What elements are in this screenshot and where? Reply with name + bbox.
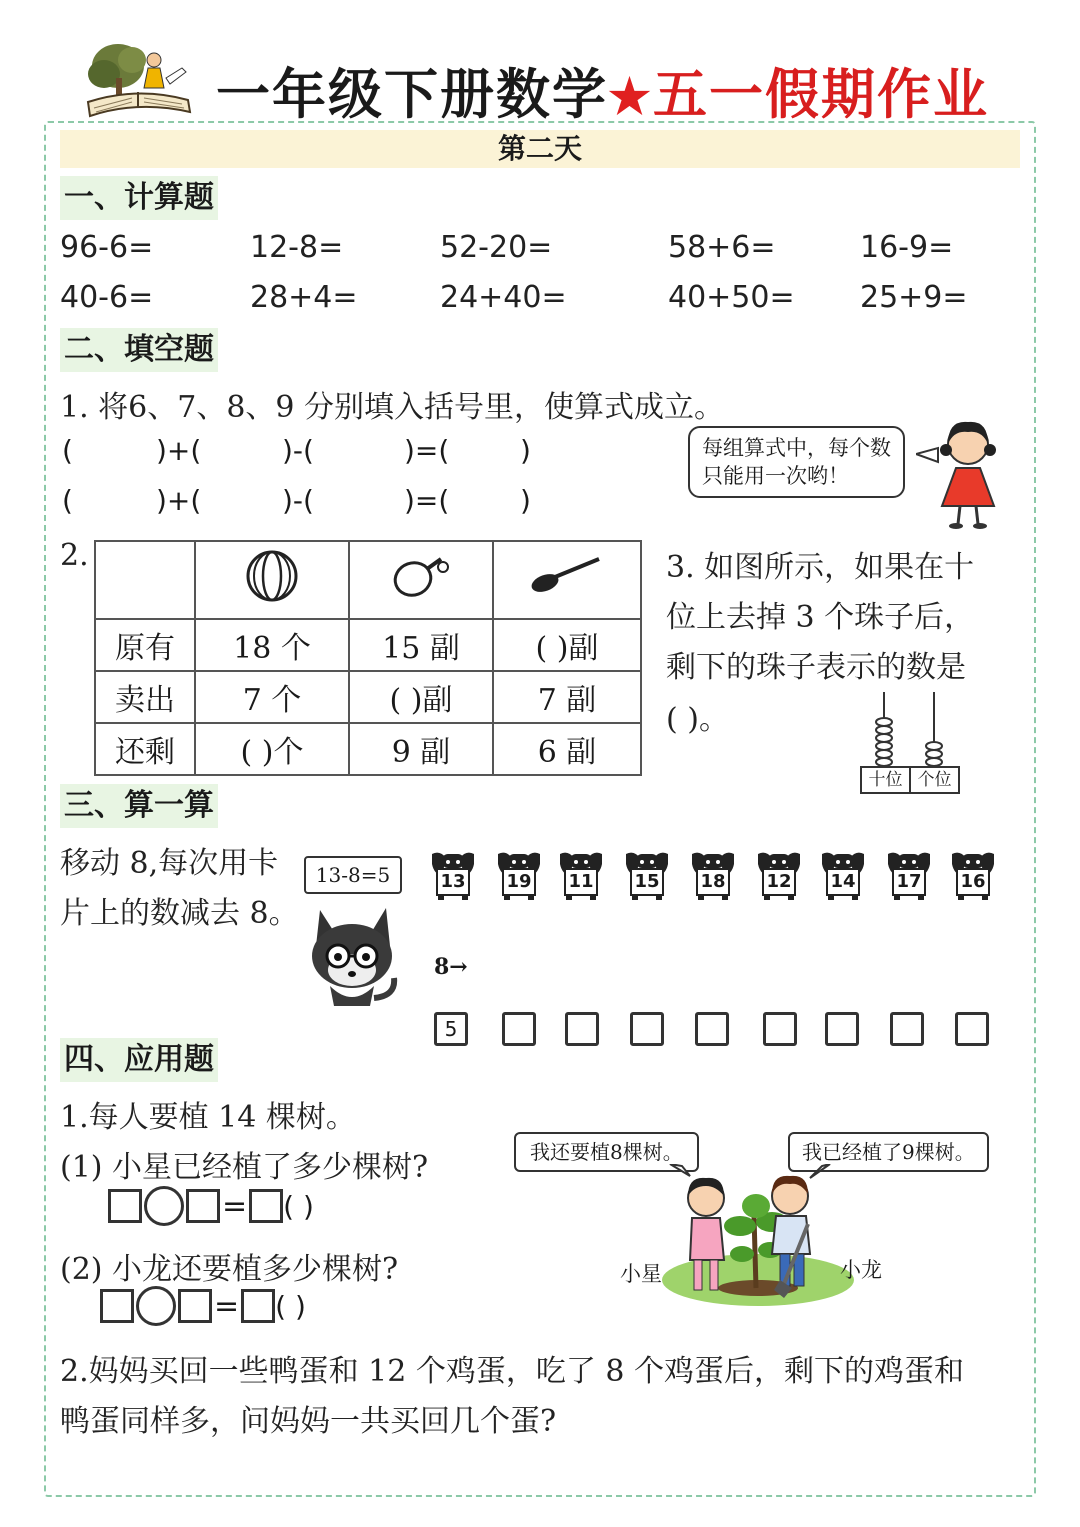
star-icon: ★ bbox=[608, 69, 654, 125]
q3-answer-blank[interactable]: ( )。 bbox=[666, 702, 729, 737]
card-number: 19 bbox=[502, 868, 536, 896]
calc-item: 12-8= bbox=[250, 230, 344, 265]
number-card bbox=[494, 850, 544, 902]
answer-box-filled: 5 bbox=[434, 1012, 468, 1046]
q3-line-3: 剩下的珠子表示的数是 bbox=[666, 650, 966, 685]
abacus-ones-label: 个位 bbox=[917, 770, 952, 790]
hint-bubble bbox=[688, 426, 905, 498]
blank-box[interactable] bbox=[178, 1289, 212, 1323]
app-question-1: 1.每人要植 14 棵树。 bbox=[60, 1100, 356, 1135]
table-header-paddle bbox=[349, 541, 493, 619]
calc-item: 24+40= bbox=[440, 280, 567, 315]
ball-icon bbox=[242, 546, 302, 606]
calc-item: 52-20= bbox=[440, 230, 553, 265]
fill-question-1: 1. 将6、7、8、9 分别填入括号里，使算式成立。 bbox=[60, 390, 725, 425]
blank-box[interactable] bbox=[249, 1189, 283, 1223]
question-2-number: 2. bbox=[60, 538, 89, 573]
section3-line-2: 片上的数减去 8。 bbox=[60, 896, 299, 931]
card-number: 13 bbox=[436, 868, 470, 896]
number-card bbox=[428, 850, 478, 902]
spoon-icon bbox=[529, 553, 605, 599]
paren-open: ( bbox=[62, 484, 73, 517]
operator-circle[interactable] bbox=[144, 1186, 184, 1226]
unit-blank[interactable]: ( ) bbox=[283, 1189, 314, 1223]
kids-planting-tree-illustration bbox=[630, 1164, 880, 1312]
calc-item: 28+4= bbox=[250, 280, 358, 315]
card-number: 16 bbox=[956, 868, 990, 896]
app-question-1-1: (1) 小星已经植了多少棵树? bbox=[60, 1150, 429, 1185]
arrow-label: 8→ bbox=[434, 954, 468, 980]
table-cell-blank[interactable]: ( )个 bbox=[195, 723, 349, 775]
section4-heading: 四、应用题 bbox=[60, 1038, 218, 1082]
table-header-spoon bbox=[493, 541, 641, 619]
number-card bbox=[884, 850, 934, 902]
paren-plus: )+( bbox=[156, 484, 202, 517]
example-bubble: 13-8=5 bbox=[304, 856, 402, 894]
table-cell-blank[interactable]: ( )副 bbox=[493, 619, 641, 671]
abacus-base bbox=[860, 766, 960, 794]
section3-line-1: 移动 8,每次用卡 bbox=[60, 846, 279, 881]
number-card bbox=[754, 850, 804, 902]
abacus-tens-label: 十位 bbox=[862, 768, 911, 792]
table-row-label: 原有 bbox=[95, 619, 195, 671]
section1-heading: 一、计算题 bbox=[60, 176, 218, 220]
answer-box[interactable] bbox=[763, 1012, 797, 1046]
answer-box[interactable] bbox=[955, 1012, 989, 1046]
table-cell: 7 个 bbox=[195, 671, 349, 723]
table-header-ball bbox=[195, 541, 349, 619]
blank-box[interactable] bbox=[241, 1289, 275, 1323]
abacus-illustration bbox=[858, 692, 962, 766]
table-cell: 15 副 bbox=[349, 619, 493, 671]
number-card bbox=[622, 850, 672, 902]
calc-item: 25+9= bbox=[860, 280, 968, 315]
answer-box[interactable] bbox=[502, 1012, 536, 1046]
table-cell: 6 副 bbox=[493, 723, 641, 775]
card-number: 15 bbox=[630, 868, 664, 896]
app-question-2-line-2: 鸭蛋同样多，问妈妈一共买回几个蛋? bbox=[60, 1404, 557, 1439]
operator-circle[interactable] bbox=[136, 1286, 176, 1326]
calc-item: 16-9= bbox=[860, 230, 954, 265]
hint-line-1: 每组算式中，每个数 bbox=[702, 436, 891, 460]
calc-item: 58+6= bbox=[668, 230, 776, 265]
blank-box[interactable] bbox=[108, 1189, 142, 1223]
section2-heading: 二、填空题 bbox=[60, 328, 218, 372]
answer-box[interactable] bbox=[695, 1012, 729, 1046]
table-row-label: 还剩 bbox=[95, 723, 195, 775]
blank-box[interactable] bbox=[186, 1189, 220, 1223]
goods-table bbox=[94, 540, 642, 776]
number-card bbox=[818, 850, 868, 902]
paren-minus: )-( bbox=[282, 434, 314, 467]
title-main: 一年级下册数学 bbox=[216, 62, 608, 126]
paren-plus: )+( bbox=[156, 434, 202, 467]
answer-box[interactable] bbox=[630, 1012, 664, 1046]
paren-close: ) bbox=[520, 484, 531, 517]
fox-illustration bbox=[300, 900, 404, 1010]
formula-2 bbox=[100, 1286, 306, 1326]
answer-box[interactable] bbox=[825, 1012, 859, 1046]
name-label-right: 小龙 bbox=[840, 1258, 882, 1282]
unit-blank[interactable]: ( ) bbox=[275, 1289, 306, 1323]
name-label-left: 小星 bbox=[620, 1262, 662, 1286]
calc-item: 96-6= bbox=[60, 230, 154, 265]
formula-1 bbox=[108, 1186, 314, 1226]
title-sub: 五一假期作业 bbox=[653, 62, 990, 126]
card-number: 14 bbox=[826, 868, 860, 896]
section3-heading: 三、算一算 bbox=[60, 784, 218, 828]
speech-bubble-right: 我已经植了9棵树。 bbox=[788, 1132, 989, 1172]
q3-line-1: 3. 如图所示，如果在十 bbox=[666, 550, 975, 585]
calc-item: 40-6= bbox=[60, 280, 154, 315]
number-card bbox=[688, 850, 738, 902]
answer-box[interactable] bbox=[890, 1012, 924, 1046]
card-number: 17 bbox=[892, 868, 926, 896]
equals-sign: = bbox=[214, 1288, 240, 1324]
blank-box[interactable] bbox=[100, 1289, 134, 1323]
paren-minus: )-( bbox=[282, 484, 314, 517]
number-card bbox=[556, 850, 606, 902]
speech-bubble-left: 我还要植8棵树。 bbox=[514, 1132, 699, 1172]
answer-box[interactable] bbox=[565, 1012, 599, 1046]
table-row-label: 卖出 bbox=[95, 671, 195, 723]
paren-open: ( bbox=[62, 434, 73, 467]
card-number: 12 bbox=[762, 868, 796, 896]
ping-pong-paddle-icon bbox=[389, 551, 453, 601]
paren-equals: )=( bbox=[404, 484, 450, 517]
paren-equals: )=( bbox=[404, 434, 450, 467]
app-question-1-2: (2) 小龙还要植多少棵树? bbox=[60, 1252, 399, 1287]
worksheet-title bbox=[216, 52, 989, 129]
table-cell: 9 副 bbox=[349, 723, 493, 775]
table-cell: 18 个 bbox=[195, 619, 349, 671]
calc-item: 40+50= bbox=[668, 280, 795, 315]
day-label: 第二天 bbox=[60, 130, 1020, 168]
table-corner bbox=[95, 541, 195, 619]
hint-line-2: 只能用一次哟！ bbox=[702, 464, 849, 488]
table-cell-blank[interactable]: ( )副 bbox=[349, 671, 493, 723]
app-question-2-line-1: 2.妈妈买回一些鸭蛋和 12 个鸡蛋，吃了 8 个鸡蛋后，剩下的鸡蛋和 bbox=[60, 1354, 965, 1389]
q3-line-2: 位上去掉 3 个珠子后， bbox=[666, 600, 975, 635]
paren-close: ) bbox=[520, 434, 531, 467]
equals-sign: = bbox=[222, 1188, 248, 1224]
girl-illustration bbox=[916, 414, 1006, 532]
reading-book-illustration bbox=[78, 38, 208, 120]
number-card bbox=[948, 850, 998, 902]
card-number: 18 bbox=[696, 868, 730, 896]
card-number: 11 bbox=[564, 868, 598, 896]
table-cell: 7 副 bbox=[493, 671, 641, 723]
